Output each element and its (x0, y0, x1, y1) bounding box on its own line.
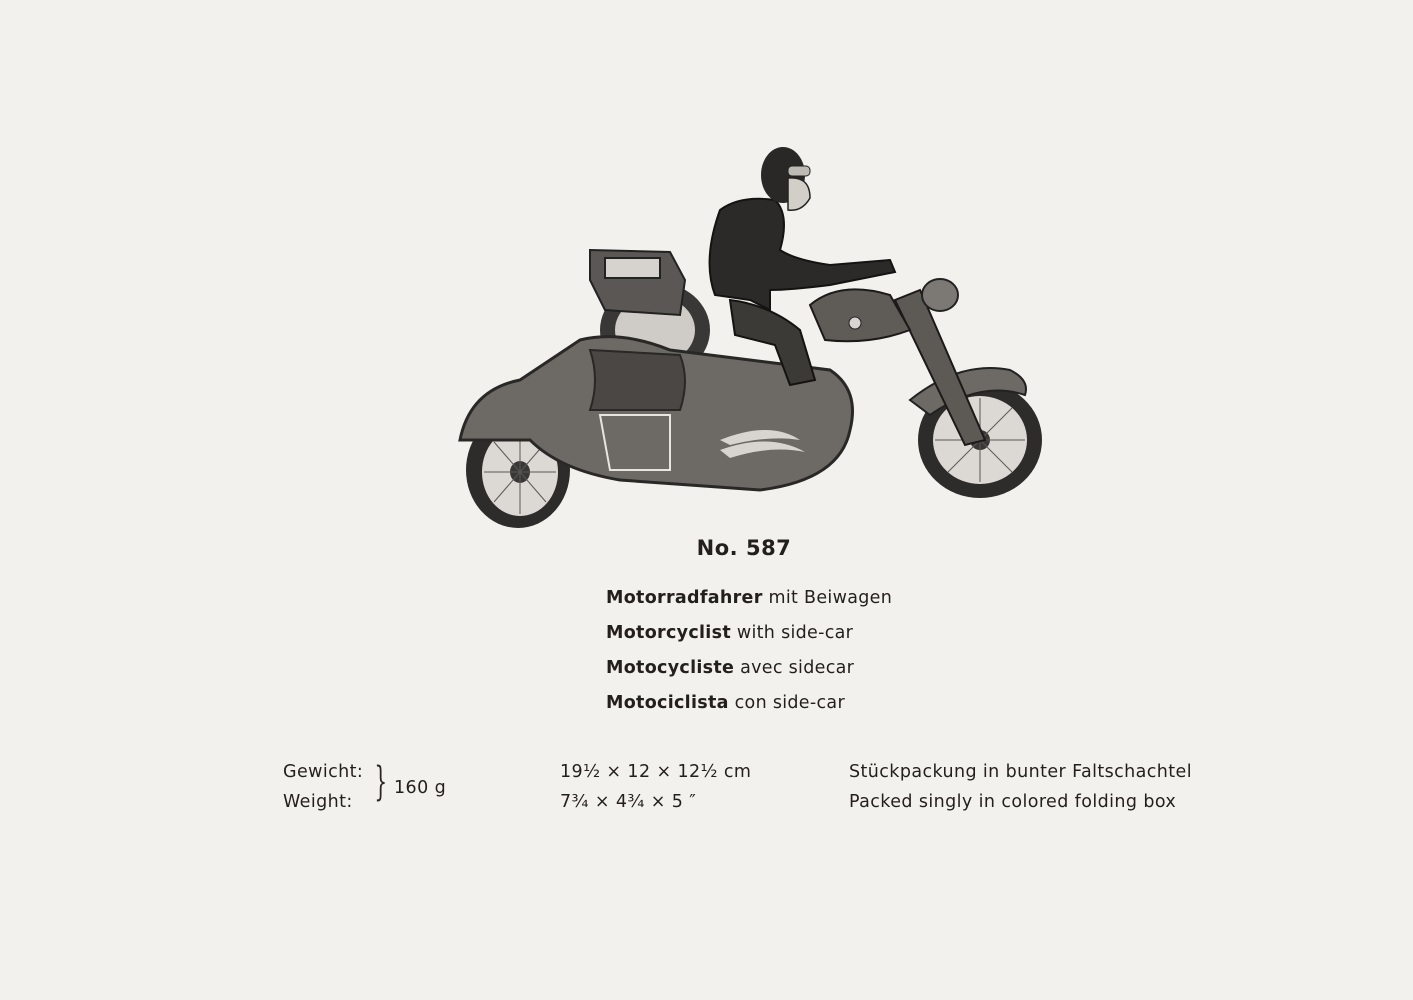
motorcycle-sidecar-illustration (440, 140, 1050, 540)
weight-value: 160 g (394, 778, 447, 798)
dimensions-cm: 19½ × 12 × 12½ cm (560, 762, 752, 782)
product-names (606, 588, 892, 728)
name-french: Motocycliste avec sidecar (606, 658, 855, 678)
dimensions-in: 7¾ × 4¾ × 5 ″ (560, 792, 697, 812)
weight-label-de: Gewicht: (283, 762, 364, 782)
packing (849, 762, 1192, 822)
weight-labels (283, 762, 363, 822)
fuel-tank (810, 289, 910, 341)
name-german: Motorradfahrer mit Beiwagen (606, 588, 893, 608)
luggage-rack (590, 250, 685, 315)
packing-en: Packed singly in colored folding box (849, 792, 1177, 812)
name-english: Motorcyclist with side-car (606, 623, 854, 643)
rider (710, 147, 895, 385)
weight-label-en: Weight: (283, 792, 353, 812)
dimensions (560, 762, 751, 822)
packing-de: Stückpackung in bunter Faltschachtel (849, 762, 1192, 782)
name-italian: Motociclista con side-car (606, 693, 845, 713)
product-number: No. 587 (696, 536, 792, 560)
brace-icon: } (374, 759, 388, 805)
